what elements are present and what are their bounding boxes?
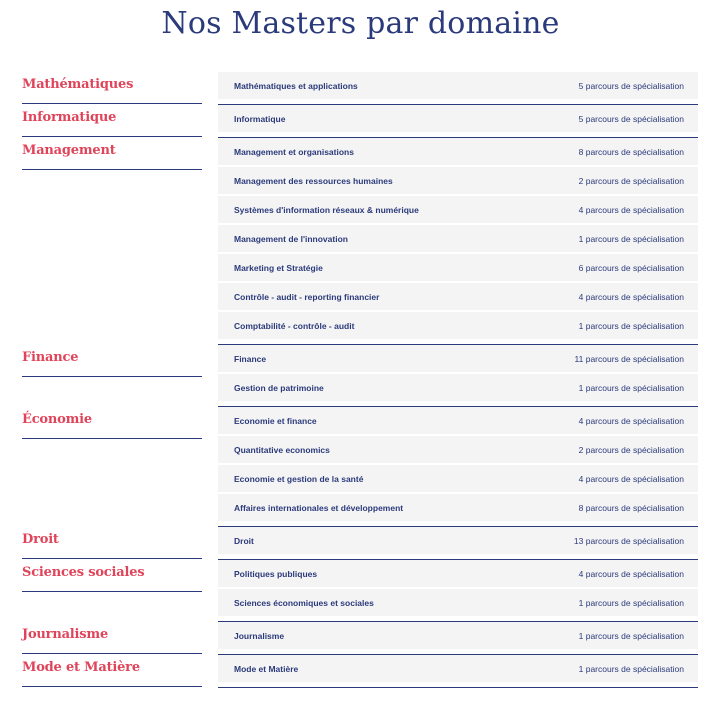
program-list: [218, 407, 698, 527]
program-name[interactable]: Mathématiques et applications: [234, 80, 358, 91]
program-name[interactable]: Gestion de patrimoine: [234, 382, 324, 393]
program-row[interactable]: [218, 225, 698, 252]
program-row[interactable]: [218, 138, 698, 165]
program-list: [218, 138, 698, 345]
program-row[interactable]: [218, 167, 698, 194]
program-name[interactable]: Mode et Matière: [234, 663, 299, 674]
program-count: 1 parcours de spécialisation: [578, 597, 684, 608]
program-row[interactable]: [218, 465, 698, 492]
program-count: 6 parcours de spécialisation: [578, 262, 684, 273]
domain-section: [0, 407, 721, 527]
domain-section: [0, 622, 721, 655]
domain-name[interactable]: Journalisme: [22, 622, 202, 654]
domain-name[interactable]: Économie: [22, 407, 202, 439]
domain-section: [0, 105, 721, 138]
program-count: 5 parcours de spécialisation: [578, 80, 684, 91]
program-count: 4 parcours de spécialisation: [578, 204, 684, 215]
domain-name[interactable]: Mode et Matière: [22, 655, 202, 687]
program-list: [218, 560, 698, 622]
program-row[interactable]: [218, 655, 698, 682]
domain-name[interactable]: Finance: [22, 345, 202, 377]
program-row[interactable]: [218, 622, 698, 649]
program-count: 4 parcours de spécialisation: [578, 473, 684, 484]
program-row[interactable]: [218, 345, 698, 372]
program-count: 1 parcours de spécialisation: [578, 233, 684, 244]
program-row[interactable]: [218, 494, 698, 521]
program-count: 8 parcours de spécialisation: [578, 502, 684, 513]
program-count: 13 parcours de spécialisation: [573, 535, 684, 546]
program-name[interactable]: Politiques publiques: [234, 568, 318, 579]
program-count: 4 parcours de spécialisation: [578, 291, 684, 302]
program-name[interactable]: Contrôle - audit - reporting financier: [234, 291, 380, 302]
program-list: [218, 527, 698, 560]
program-list: [218, 655, 698, 688]
program-row[interactable]: [218, 407, 698, 434]
domain-section: [0, 655, 721, 688]
program-name[interactable]: Finance: [234, 353, 267, 364]
program-name[interactable]: Systèmes d'information réseaux & numérique: [234, 204, 419, 215]
domains-list: [0, 72, 721, 688]
program-list: [218, 72, 698, 105]
program-row[interactable]: [218, 283, 698, 310]
program-row[interactable]: [218, 72, 698, 99]
domain-section: [0, 72, 721, 105]
program-row[interactable]: [218, 560, 698, 587]
program-row[interactable]: [218, 105, 698, 132]
program-name[interactable]: Quantitative economics: [234, 444, 330, 455]
program-count: 8 parcours de spécialisation: [578, 146, 684, 157]
page-title: Nos Masters par domaine: [161, 6, 560, 41]
program-name[interactable]: Affaires internationales et développement: [234, 502, 404, 513]
program-name[interactable]: Informatique: [234, 113, 286, 124]
program-name[interactable]: Sciences économiques et sociales: [234, 597, 374, 608]
program-row[interactable]: [218, 589, 698, 616]
program-row[interactable]: [218, 254, 698, 281]
domain-name[interactable]: Informatique: [22, 105, 202, 137]
program-count: 4 parcours de spécialisation: [578, 568, 684, 579]
program-count: 2 parcours de spécialisation: [578, 444, 684, 455]
program-row[interactable]: [218, 312, 698, 339]
program-count: 2 parcours de spécialisation: [578, 175, 684, 186]
program-name[interactable]: Economie et gestion de la santé: [234, 473, 364, 484]
program-count: 1 parcours de spécialisation: [578, 382, 684, 393]
program-row[interactable]: [218, 436, 698, 463]
domain-name[interactable]: Mathématiques: [22, 72, 202, 104]
domain-section: [0, 560, 721, 622]
program-name[interactable]: Management et organisations: [234, 146, 354, 157]
domain-section: [0, 345, 721, 407]
program-count: 1 parcours de spécialisation: [578, 630, 684, 641]
program-list: [218, 105, 698, 138]
domain-name[interactable]: Management: [22, 138, 202, 170]
program-count: 1 parcours de spécialisation: [578, 320, 684, 331]
program-count: 11 parcours de spécialisation: [574, 353, 684, 364]
program-name[interactable]: Management de l'innovation: [234, 233, 348, 244]
program-name[interactable]: Droit: [234, 535, 254, 546]
program-name[interactable]: Marketing et Stratégie: [234, 262, 323, 273]
program-count: 4 parcours de spécialisation: [578, 415, 684, 426]
program-name[interactable]: Journalisme: [234, 630, 285, 641]
program-count: 1 parcours de spécialisation: [578, 663, 684, 674]
program-name[interactable]: Economie et finance: [234, 415, 317, 426]
program-row[interactable]: [218, 374, 698, 401]
program-list: [218, 622, 698, 655]
program-row[interactable]: [218, 196, 698, 223]
domain-section: [0, 138, 721, 345]
program-count: 5 parcours de spécialisation: [578, 113, 684, 124]
program-name[interactable]: Management des ressources humaines: [234, 175, 393, 186]
domain-name[interactable]: Sciences sociales: [22, 560, 202, 592]
program-name[interactable]: Comptabilité - contrôle - audit: [234, 320, 355, 331]
program-row[interactable]: [218, 527, 698, 554]
domain-section: [0, 527, 721, 560]
domain-name[interactable]: Droit: [22, 527, 202, 559]
program-list: [218, 345, 698, 407]
